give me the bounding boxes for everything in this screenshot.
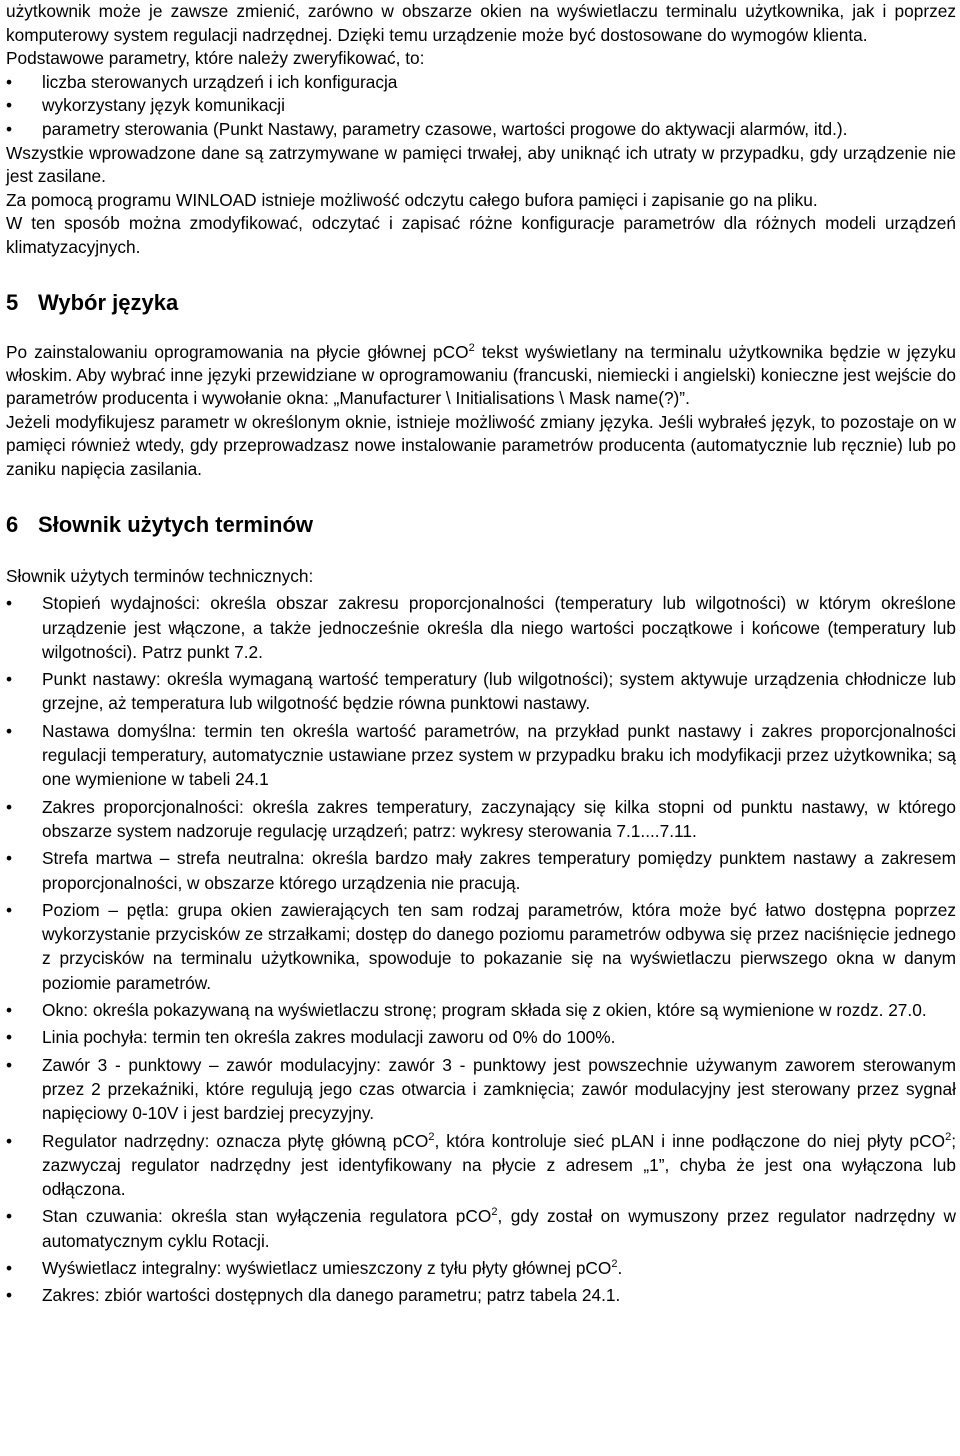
list-item: • Strefa martwa – strefa neutralna: określa bardzo mały zakres temperatury pomiędzy punktem nastawy a zakresem proporcjonalności, w obszarze którego urządzenia nie pracują.: [6, 846, 956, 895]
body-paragraph: W ten sposób można zmodyfikować, odczytać i zapisać różne konfiguracje parametrów dla różnych modeli urządzeń klimatyzacyjnych.: [6, 213, 956, 257]
intro-section: [6, 0, 956, 260]
glossary-list: [6, 591, 956, 1307]
section-6-body: [6, 564, 956, 1308]
list-item: • Stan czuwania: określa stan wyłączenia regulatora pCO$^2$, gdy został on wymuszony przez regulator nadrzędny w automatycznym cyklu Rotacji.: [6, 1204, 956, 1253]
list-item: • Nastawa domyślna: termin ten określa wartość parametrów, na przykład punkt nastawy i zakres proporcjonalności regulacji temperatury, automatycznie ustawiane przez system w przypadku braku ich modyfikacji przez użytkownika; są one wymienione w tabeli 24.1: [6, 719, 956, 792]
body-paragraph: Jeżeli modyfikujesz parametr w określonym oknie, istnieje możliwość zmiany języka. Jeśli wybrałeś język, to pozostaje on w pamięci również wtedy, gdy przeprowadzasz nowe instalowanie parametrów producenta (automatycznie lub ręcznie) lub po zaniku napięcia zasilania.: [6, 411, 956, 479]
section-5-body: [6, 341, 956, 481]
list-item: • Zakres proporcjonalności: określa zakres temperatury, zaczynający się kilka stopni od punktu nastawy, w którego obszarze system nadzoruje regulację urządzeń; patrz: wykresy sterowania 7.1....7.11.: [6, 795, 956, 844]
section-title: Wybór języka: [38, 289, 179, 315]
list-item: • Linia pochyła: termin ten określa zakres modulacji zaworu od 0% do 100%.: [6, 1025, 956, 1049]
list-item: • Stopień wydajności: określa obszar zakresu proporcjonalności (temperatury lub wilgotności) w którym określone urządzenie jest włączone, a także jednocześnie określa dla niego wartości początkowe i końcowe (temperatury lub wilgotności). Patrz punkt 7.2.: [6, 591, 956, 664]
intro-paragraph: Podstawowe parametry, które należy zweryfikować, to:: [6, 48, 425, 69]
list-item: • Zakres: zbiór wartości dostępnych dla danego parametru; patrz tabela 24.1.: [6, 1283, 956, 1307]
section-5-heading: [6, 289, 956, 317]
section-title: Słownik użytych terminów: [38, 511, 314, 537]
list-item: • Zawór 3 - punktowy – zawór modulacyjny: zawór 3 - punktowy jest powszechnie używanym zaworem sterowanym przez 2 przekaźniki, które regulują jego czas otwarcia i zamknięcia; zawór modulacyjny jest sterowany przez sygnał napięciowy 0-10V i jest bardziej precyzyjny.: [6, 1053, 956, 1126]
section-number: 6: [6, 511, 19, 537]
intro-paragraph: użytkownik może je zawsze zmienić, zarówno w obszarze okien na wyświetlaczu terminalu użytkownika, jak i poprzez komputerowy system regulacji nadrzędnej. Dzięki temu urządzenie może być dostosowane do wymogów klienta.: [6, 1, 956, 45]
parameter-list: [6, 71, 956, 142]
list-item: • liczba sterowanych urządzeń i ich konfiguracja: [6, 71, 956, 95]
list-item: • wykorzystany język komunikacji: [6, 94, 956, 118]
glossary-intro: Słownik użytych terminów technicznych:: [6, 565, 314, 586]
section-6-heading: [6, 511, 956, 539]
list-item: • Okno: określa pokazywaną na wyświetlaczu stronę; program składa się z okien, które są wymienione w rozdz. 27.0.: [6, 998, 956, 1022]
section-number: 5: [6, 289, 19, 315]
list-item: • parametry sterowania (Punkt Nastawy, parametry czasowe, wartości progowe do aktywacji alarmów, itd.).: [6, 118, 956, 142]
body-paragraph: Za pomocą programu WINLOAD istnieje możliwość odczytu całego bufora pamięci i zapisanie go na pliku.: [6, 189, 818, 210]
list-item: • Wyświetlacz integralny: wyświetlacz umieszczony z tyłu płyty głównej pCO$^2$.: [6, 1256, 956, 1280]
list-item: • Poziom – pętla: grupa okien zawierających ten sam rodzaj parametrów, która może być łatwo dostępna poprzez wykorzystanie przycisków ze strzałkami; dostęp do danego poziomu parametrów odbywa się przez naciśnięcie jednego z przycisków na terminalu użytkownika, spowoduje to pokazanie się na wyświetlaczu pierwszego okna w danym poziomie parametrów.: [6, 898, 956, 995]
list-item: • Regulator nadrzędny: oznacza płytę główną pCO$^2$, która kontroluje sieć pLAN i inne podłączone do niej płyty pCO$^2$; zazwyczaj regulator nadrzędny jest identyfikowany na płycie z adresem „1”, chyba że jest ona wyłączona lub odłączona.: [6, 1129, 956, 1202]
body-paragraph: Wszystkie wprowadzone dane są zatrzymywane w pamięci trwałej, aby uniknąć ich utraty w przypadku, gdy urządzenie nie jest zasilane.: [6, 142, 956, 187]
body-paragraph: Po zainstalowaniu oprogramowania na płycie głównej pCO$^2$ tekst wyświetlany na terminalu użytkownika będzie w języku włoskim. Aby wybrać inne języki przewidziane w oprogramowaniu (francuski, niemiecki i angielski) konieczne jest wejście do parametrów producenta i wywołanie okna: „Manufacturer \ Initialisations \ Mask name(?)”.: [6, 341, 956, 409]
list-item: • Punkt nastawy: określa wymaganą wartość temperatury (lub wilgotności); system aktywuje urządzenia chłodnicze lub grzejne, aż temperatura lub wilgotność będzie równa punktowi nastawy.: [6, 667, 956, 716]
